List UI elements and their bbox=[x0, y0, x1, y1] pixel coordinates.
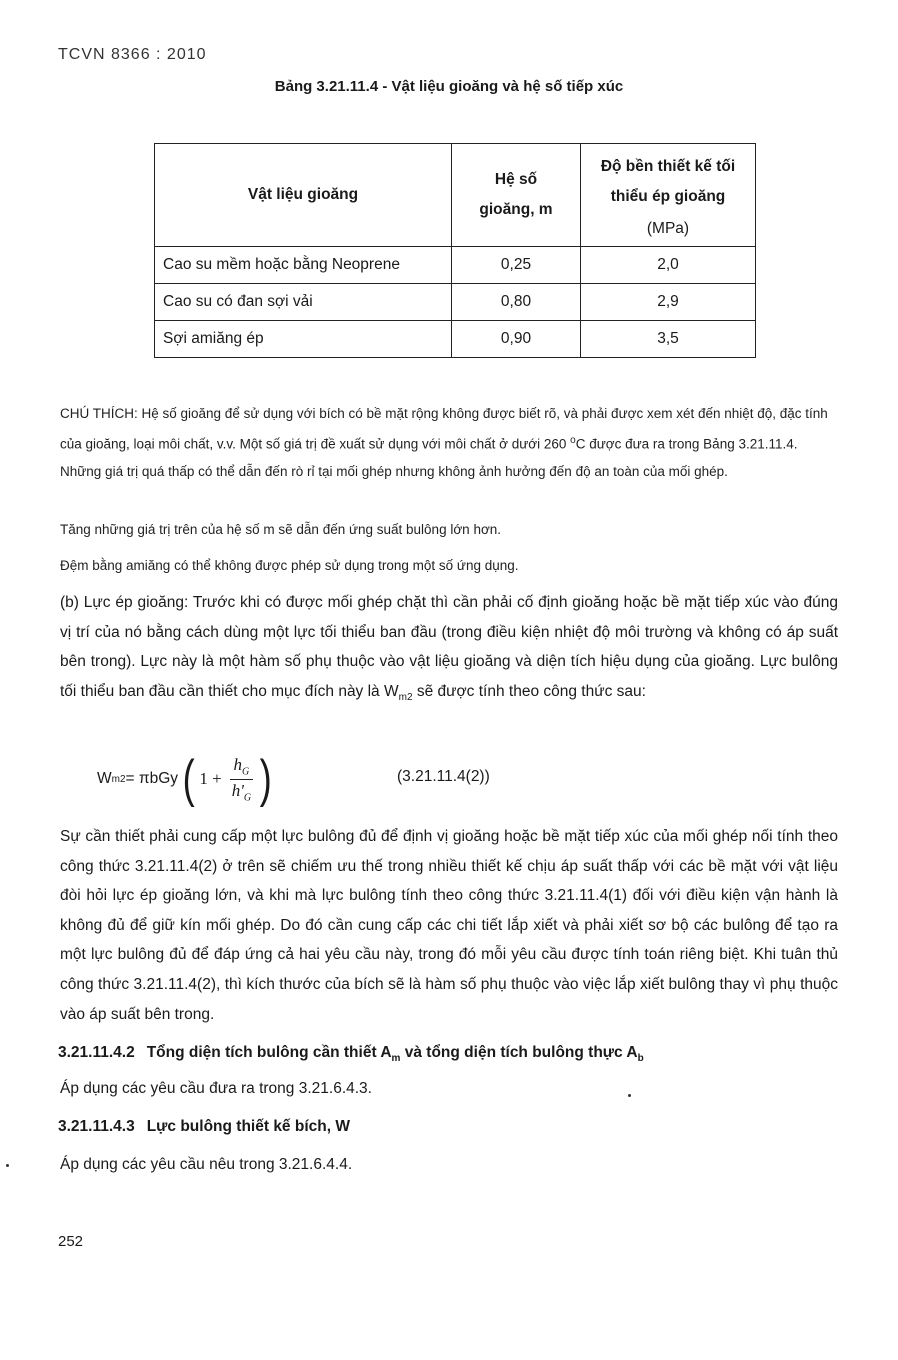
row-gasket-factor: 0,80 bbox=[452, 284, 581, 321]
formula-3-21-11-4-2 bbox=[97, 748, 276, 810]
formula-numerator bbox=[230, 755, 254, 779]
row-material: Cao su có đan sợi vải bbox=[155, 284, 452, 321]
row-gasket-factor: 0,25 bbox=[452, 247, 581, 284]
formula-fraction bbox=[228, 755, 255, 803]
table-note-1 bbox=[60, 400, 840, 485]
row-gasket-factor: 0,90 bbox=[452, 321, 581, 358]
row-seating-stress: 2,9 bbox=[581, 284, 756, 321]
formula-lhs: W bbox=[97, 770, 112, 787]
paragraph-b bbox=[60, 588, 838, 712]
section-body-3-21-11-4-2: Áp dụng các yêu cầu đưa ra trong 3.21.6.4.3. bbox=[60, 1080, 372, 1097]
section-body-3-21-11-4-3: Áp dụng các yêu cầu nêu trong 3.21.6.4.4. bbox=[60, 1156, 353, 1173]
header-gasket-factor-line1: Hệ số bbox=[494, 171, 538, 188]
page-number: 252 bbox=[58, 1233, 84, 1250]
section-title-sub-a: m bbox=[391, 1053, 401, 1065]
table-row bbox=[155, 247, 756, 284]
formula-eq: = πbGy bbox=[125, 770, 179, 787]
document-header: TCVN 8366 : 2010 bbox=[58, 46, 207, 63]
formula-one-plus: 1 + bbox=[199, 769, 222, 788]
section-number: 3.21.11.4.2 bbox=[58, 1044, 135, 1061]
header-min-seating-stress-line2: thiểu ép gioăng bbox=[610, 188, 726, 205]
paragraph-b-text-a: (b) Lực ép gioăng: Trước khi có được mối ghép chặt thì cần phải cố định gioăng hoặc bề mặt tiếp xúc vào đúng vị trí của nó bằng cách dùng một lực tối thiểu ban đầu (trong điều kiện nhiệt độ môi trường và không có áp suất bên trong). Lực này là một hàm số phụ thuộc vào vật liệu gioăng và diện tích hiệu dụng của gioăng. Lực bulông tối thiểu ban đầu cần thiết cho mục đích này là W bbox=[60, 594, 838, 700]
paragraph-c: Sự cần thiết phải cung cấp một lực bulông đủ để định vị gioăng hoặc bề mặt tiếp xúc của mối ghép nối tính theo công thức 3.21.11.4(2) ở trên sẽ chiếm ưu thế trong nhiều thiết kế chịu áp suất thấp với các bề mặt với vật liệu đòi hỏi lực ép gioăng lớn, và khi mà lực bulông tính theo công thức 3.21.11.4(1) đối với điều kiện vận hành là không đủ để giữ kín mối ghép. Do đó cần cung cấp các chi tiết lắp xiết và phải xiết sơ bộ các bulông để tạo ra một lực bulông đủ để đáp ứng cả hai yêu cầu này, trong đó mỗi yêu cầu được tính toán riêng biệt. Khi tuân thủ công thức 3.21.11.4(2), thì kích thước của bích sẽ là hàm số phụ thuộc vào việc lắp xiết bulông thay vì phụ thuộc vào áp suất bên trong. bbox=[60, 828, 838, 1023]
row-material: Sợi amiăng ép bbox=[155, 321, 452, 358]
formula-num-subscript: G bbox=[242, 766, 250, 778]
header-min-seating-stress-line1: Độ bền thiết kế tối bbox=[600, 158, 736, 175]
section-heading-3-21-11-4-2 bbox=[58, 1044, 644, 1064]
formula-label: (3.21.11.4(2)) bbox=[397, 768, 490, 785]
section-number: 3.21.11.4.3 bbox=[58, 1118, 135, 1135]
scan-speck bbox=[628, 1094, 631, 1097]
scan-speck bbox=[6, 1164, 9, 1167]
formula-den-symbol: h' bbox=[231, 780, 244, 800]
paragraph-b-subscript: m2 bbox=[398, 691, 413, 703]
section-heading-3-21-11-4-3 bbox=[58, 1118, 350, 1136]
header-min-seating-stress bbox=[581, 144, 756, 247]
table-note-2: Tăng những giá trị trên của hệ số m sẽ dẫn đến ứng suất bulông lớn hơn. bbox=[60, 522, 502, 537]
row-material: Cao su mềm hoặc bằng Neoprene bbox=[155, 247, 452, 284]
formula-denominator bbox=[228, 780, 255, 803]
header-gasket-factor bbox=[452, 144, 581, 247]
gasket-table bbox=[154, 143, 756, 358]
table-row bbox=[155, 321, 756, 358]
section-title-sub-b: b bbox=[637, 1053, 644, 1065]
formula-open-paren: ( bbox=[182, 750, 195, 808]
degree-sign: o bbox=[570, 435, 576, 446]
table-header-row bbox=[155, 144, 756, 247]
paragraph-b-text-b: sẽ được tính theo công thức sau: bbox=[412, 682, 646, 700]
table-note-1-text-a: CHÚ THÍCH: Hệ số gioăng để sử dụng với bích có bề mặt rộng không được biết rõ, và phải được xem xét đến nhiệt độ, đặc tính của gioăng, loại môi chất, v.v. Một số giá trị đề xuất sử dụng với môi chất ở dưới 260 bbox=[60, 406, 828, 452]
row-seating-stress: 3,5 bbox=[581, 321, 756, 358]
table-row bbox=[155, 284, 756, 321]
table-note-1-text-b: C được đưa ra trong Bảng 3.21.11.4. Những giá trị quá thấp có thể dẫn đến rò rỉ tại mối ghép nhưng không ảnh hưởng đến độ an toàn của mối ghép. bbox=[60, 436, 798, 479]
header-min-seating-stress-unit: (MPa) bbox=[646, 220, 690, 237]
formula-lhs-subscript: m2 bbox=[111, 773, 126, 785]
table-note-3: Đệm bằng amiăng có thể không được phép sử dụng trong một số ứng dụng. bbox=[60, 558, 519, 573]
section-title-a: Tổng diện tích bulông cần thiết A bbox=[146, 1044, 392, 1061]
formula-close-paren: ) bbox=[259, 750, 272, 808]
formula-num-symbol: h bbox=[233, 755, 243, 775]
section-title-a: Lực bulông thiết kế bích, W bbox=[146, 1118, 350, 1135]
table-title: Bảng 3.21.11.4 - Vật liệu gioăng và hệ số tiếp xúc bbox=[274, 78, 624, 95]
section-title-b: và tổng diện tích bulông thực A bbox=[400, 1044, 638, 1061]
header-gasket-material: Vật liệu gioăng bbox=[155, 144, 452, 247]
row-seating-stress: 2,0 bbox=[581, 247, 756, 284]
header-gasket-factor-line2: gioăng, m bbox=[479, 201, 553, 218]
formula-den-subscript: G bbox=[243, 791, 252, 803]
